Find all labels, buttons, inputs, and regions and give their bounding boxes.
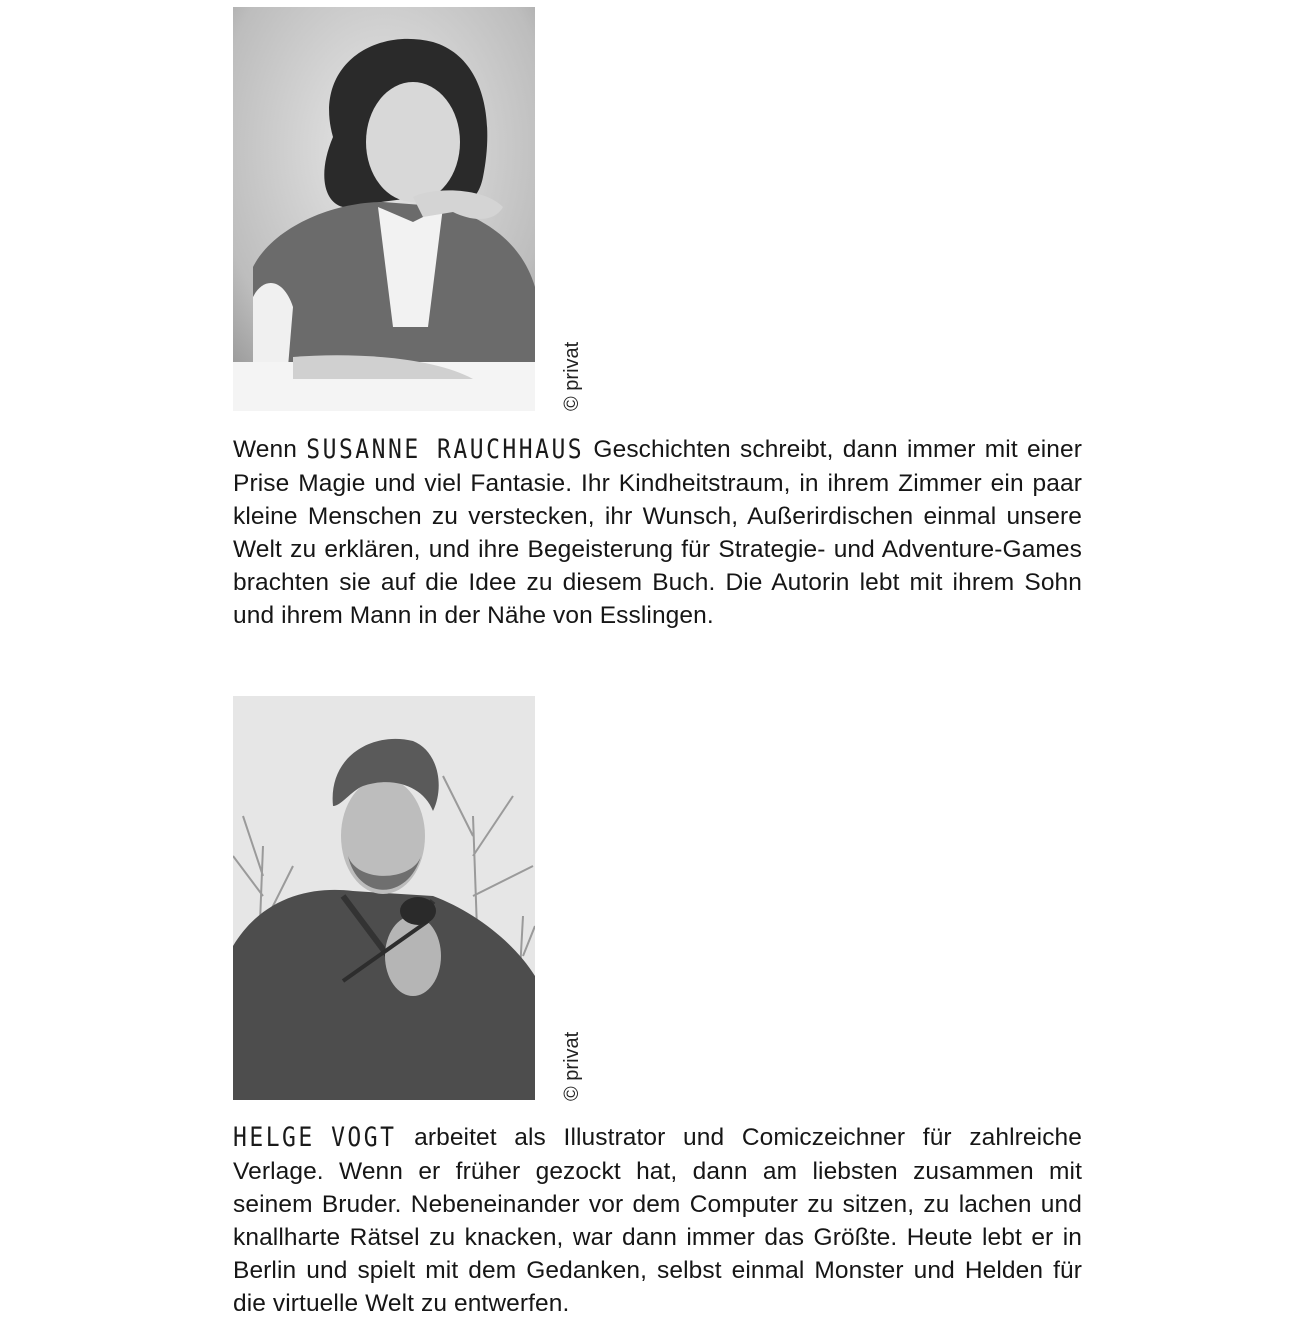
bio-intro: Wenn [233, 436, 297, 463]
illustrator-name: HELGE VOGT [233, 1122, 397, 1153]
author-name: SUSANNE RAUCHHAUS [306, 434, 585, 465]
author-bio-text: Geschichten schreibt, dann immer mit einer Prise Magie und viel Fantasie. Ihr Kindheitstraum, in ihrem Zimmer ein paar kleine Menschen zu verstecken, ihr Wunsch, Außerirdischen einmal unsere Welt zu erklären, und ihre Begeisterung für Strategie- und Adventure-Games brachten sie auf die Idee zu diesem Buch. Die Autorin lebt mit ihrem Sohn und ihrem Mann in der Nähe von Esslingen. [233, 436, 1082, 629]
illustrator-portrait-image [233, 696, 535, 1100]
illustrator-bio [233, 1121, 1082, 1320]
illustrator-bio-text: arbeitet als Illustrator und Comiczeichner für zahlreiche Verlage. Wenn er früher gezockt hat, dann am liebsten zusammen mit seinem Bruder. Nebeneinander vor dem Computer zu sitzen, zu lachen und knallharte Rätsel zu knacken, war dann immer das Größte. Heute lebt er in Berlin und spielt mit dem Gedanken, selbst einmal Monster und Helden für die virtuelle Welt zu entwerfen. [233, 1124, 1082, 1317]
illustrator-photo [233, 696, 535, 1100]
author-portrait-image [233, 7, 535, 411]
photo-credit: © privat [561, 1031, 583, 1101]
author-bio [233, 433, 1082, 632]
author-photo [233, 7, 535, 411]
photo-credit: © privat [561, 341, 583, 411]
